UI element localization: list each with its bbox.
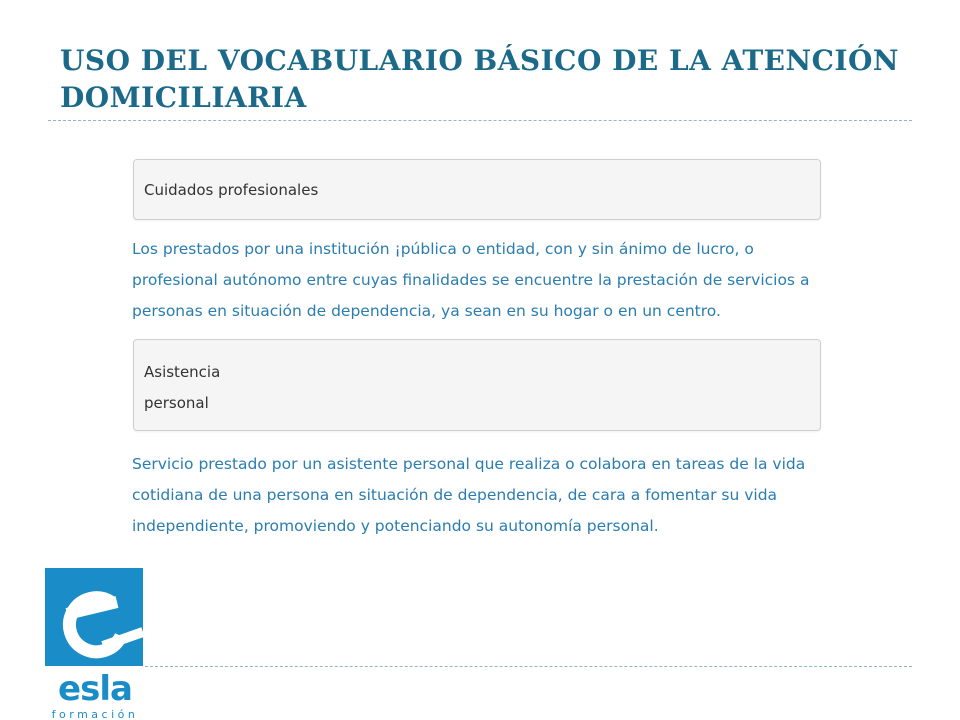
esla-logo [45, 568, 145, 720]
title-divider [48, 120, 912, 121]
term-box-asistencia-personal [133, 339, 821, 431]
footer-divider [145, 666, 912, 667]
term-label: Cuidados profesionales [144, 181, 319, 199]
term-label: Asistencia personal [144, 363, 221, 412]
term-definition: Los prestados por una institución ¡pública o entidad, con y sin ánimo de lucro, o profesional autónomo entre cuyas finalidades se encuentre la prestación de servicios a personas en situación de dependencia, ya sean en su hogar o en un centro. [132, 240, 810, 320]
logo-wordmark: esla [58, 669, 132, 709]
slide-title: USO DEL VOCABULARIO BÁSICO DE LA ATENCIÓN DOMICILIARIA [60, 44, 899, 114]
term-definition: Servicio prestado por un asistente personal que realiza o colabora en tareas de la vida cotidiana de una persona en situación de dependencia, de cara a fomentar su vida independiente, promoviendo y potenciando su autonomía personal. [132, 455, 806, 535]
term-box-cuidados-profesionales [133, 159, 821, 220]
logo-tagline: formación [51, 708, 139, 720]
